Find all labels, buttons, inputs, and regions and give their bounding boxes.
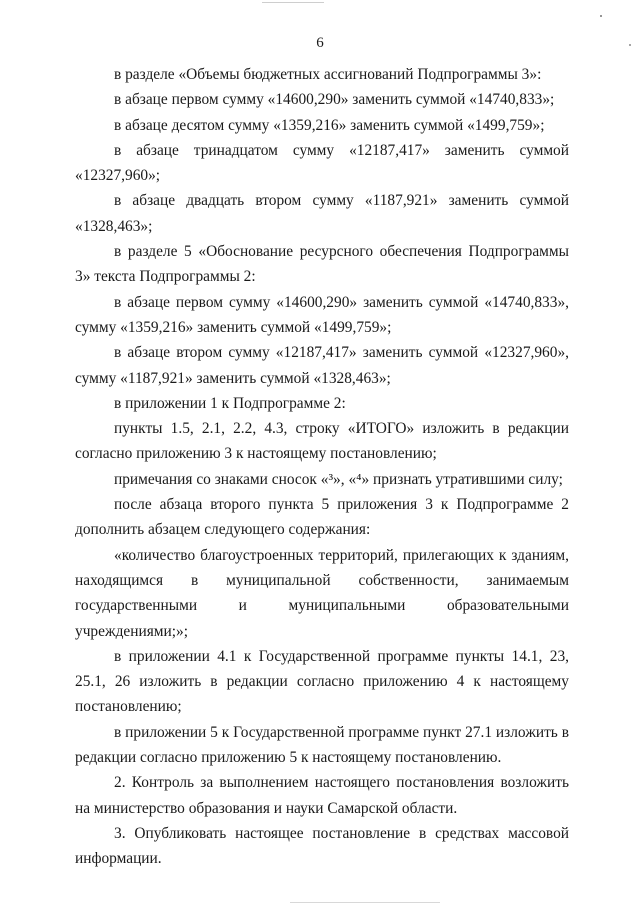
paragraph: в абзаце двадцать втором сумму «1187,921» заменить суммой «1328,463»;: [75, 192, 569, 235]
page-number: 6: [316, 35, 324, 51]
paragraph: в приложении 4.1 к Государственной программе пункты 14.1, 23, 25.1, 26 изложить в редакции согласно приложению 4 к настоящему постановлению;: [75, 647, 569, 716]
paragraph: пункты 1.5, 2.1, 2.2, 4.3, строку «ИТОГО» изложить в редакции согласно приложению 3 к настоящему постановлению;: [75, 420, 569, 463]
paragraph: «количество благоустроенных территорий, прилегающих к зданиям, находящимся в муниципальной собственности, занимаемым государственными и муниципальными образовательными учреждениями;»;: [75, 546, 569, 640]
scan-artifact: [262, 2, 324, 3]
scan-artifact: [290, 902, 440, 903]
paragraph: 2. Контроль за выполнением настоящего постановления возложить на министерство образования и науки Самарской области.: [75, 774, 569, 817]
paragraph: после абзаца второго пункта 5 приложения 3 к Подпрограмме 2 дополнить абзацем следующего содержания:: [75, 496, 569, 539]
paragraph: в разделе «Объемы бюджетных ассигнований Подпрограммы 3»:: [114, 66, 542, 83]
paragraph: в разделе 5 «Обоснование ресурсного обеспечения Подпрограммы 3» текста Подпрограммы 2:: [75, 243, 569, 286]
paragraph: в абзаце десятом сумму «1359,216» заменить суммой «1499,759»;: [114, 116, 545, 134]
paragraph: в абзаце первом сумму «14600,290» заменить суммой «14740,833»;: [114, 91, 555, 109]
paragraph: в приложении 5 к Государственной программе пункт 27.1 изложить в редакции согласно приложению 5 к настоящему постановлению.: [75, 723, 569, 767]
paragraph: в приложении 1 к Подпрограмме 2:: [114, 394, 346, 412]
paragraph: примечания со знаками сносок «³», «⁴» признать утратившими силу;: [114, 470, 563, 488]
document-body: [75, 62, 569, 872]
paragraph: в абзаце тринадцатом сумму «12187,417» заменить суммой «12327,960»;: [75, 141, 569, 185]
scan-artifact: [600, 15, 602, 17]
paragraph: в абзаце первом сумму «14600,290» заменить суммой «14740,833», сумму «1359,216» заменить суммой «1499,759»;: [75, 293, 569, 336]
paragraph: в абзаце втором сумму «12187,417» заменить суммой «12327,960», сумму «1187,921» заменить суммой «1328,463»;: [75, 344, 569, 387]
paragraph: 3. Опубликовать настоящее постановление в средствах массовой информации.: [75, 824, 569, 868]
